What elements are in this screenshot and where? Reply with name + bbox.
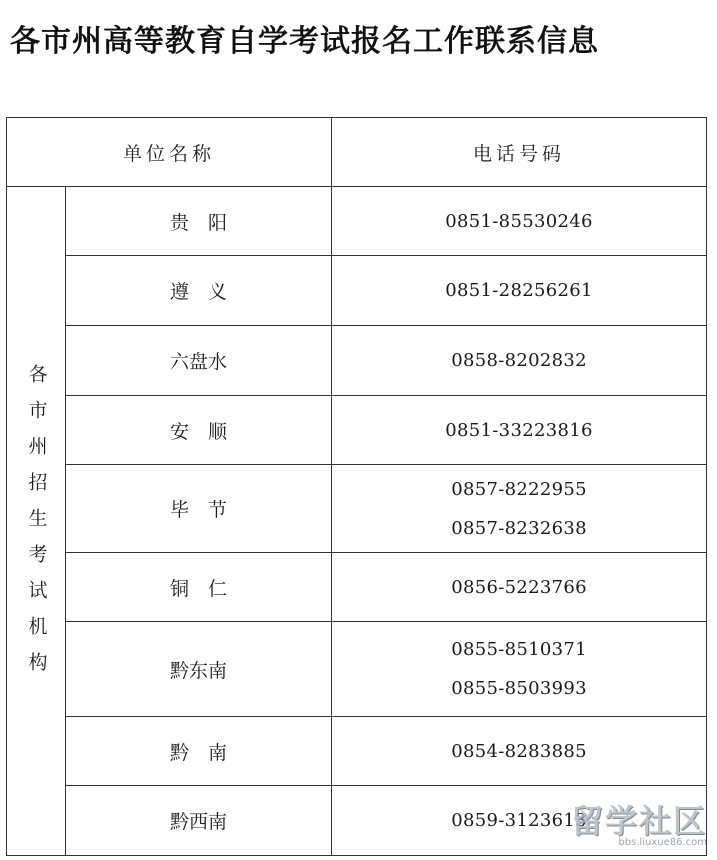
phone-number: 0851-28256261 — [445, 280, 593, 301]
phone-number: 0851-85530246 — [445, 210, 593, 232]
table-row — [7, 465, 707, 553]
unit-name: 毕 节 — [66, 465, 332, 553]
phone-cell — [332, 187, 707, 256]
table-row — [7, 187, 707, 256]
phone-cell — [332, 622, 707, 717]
unit-name: 黔 南 — [66, 717, 332, 786]
table-header-row — [7, 118, 707, 187]
group-label-cell — [7, 187, 66, 856]
unit-name: 六盘水 — [66, 326, 332, 396]
unit-name: 黔西南 — [66, 786, 332, 856]
phone-number: 0851-33223816 — [445, 419, 593, 441]
unit-name: 安 顺 — [66, 396, 332, 465]
phone-cell — [332, 396, 707, 465]
phone-number: 0856-5223766 — [451, 576, 587, 598]
table-row — [7, 717, 707, 786]
table-body — [7, 187, 707, 856]
phone-cell — [332, 553, 707, 622]
contact-table — [6, 117, 707, 856]
unit-name: 遵 义 — [66, 256, 332, 326]
watermark-logo — [570, 802, 707, 848]
phone-cell — [332, 717, 707, 786]
phone-number: 0854-8283885 — [451, 740, 587, 762]
table-row — [7, 326, 707, 396]
phone-number: 0855-8510371 — [451, 639, 587, 660]
phone-cell — [332, 465, 707, 553]
phone-number: 0859-3123613 — [451, 810, 587, 831]
unit-name: 贵 阳 — [66, 187, 332, 256]
header-unit-name: 单位名称 — [7, 118, 332, 187]
group-label: 各市州招生考试机构 — [25, 364, 48, 688]
table-row — [7, 553, 707, 622]
phone-number: 0858-8202832 — [451, 350, 587, 371]
phone-cell — [332, 326, 707, 396]
phone-number: 0857-8232638 — [451, 517, 587, 539]
watermark-sub: bbs.liuxue86.com — [618, 837, 707, 848]
watermark-main: 留学社区 — [570, 802, 707, 840]
phone-number: 0855-8503993 — [451, 678, 587, 699]
phone-cell — [332, 256, 707, 326]
unit-name: 铜 仁 — [66, 553, 332, 622]
phone-number: 0857-8222955 — [451, 478, 587, 500]
page-title: 各市州高等教育自学考试报名工作联系信息 — [10, 24, 599, 59]
header-phone-number: 电话号码 — [332, 118, 707, 187]
table-row — [7, 256, 707, 326]
table-row — [7, 622, 707, 717]
table-row — [7, 396, 707, 465]
unit-name: 黔东南 — [66, 622, 332, 717]
